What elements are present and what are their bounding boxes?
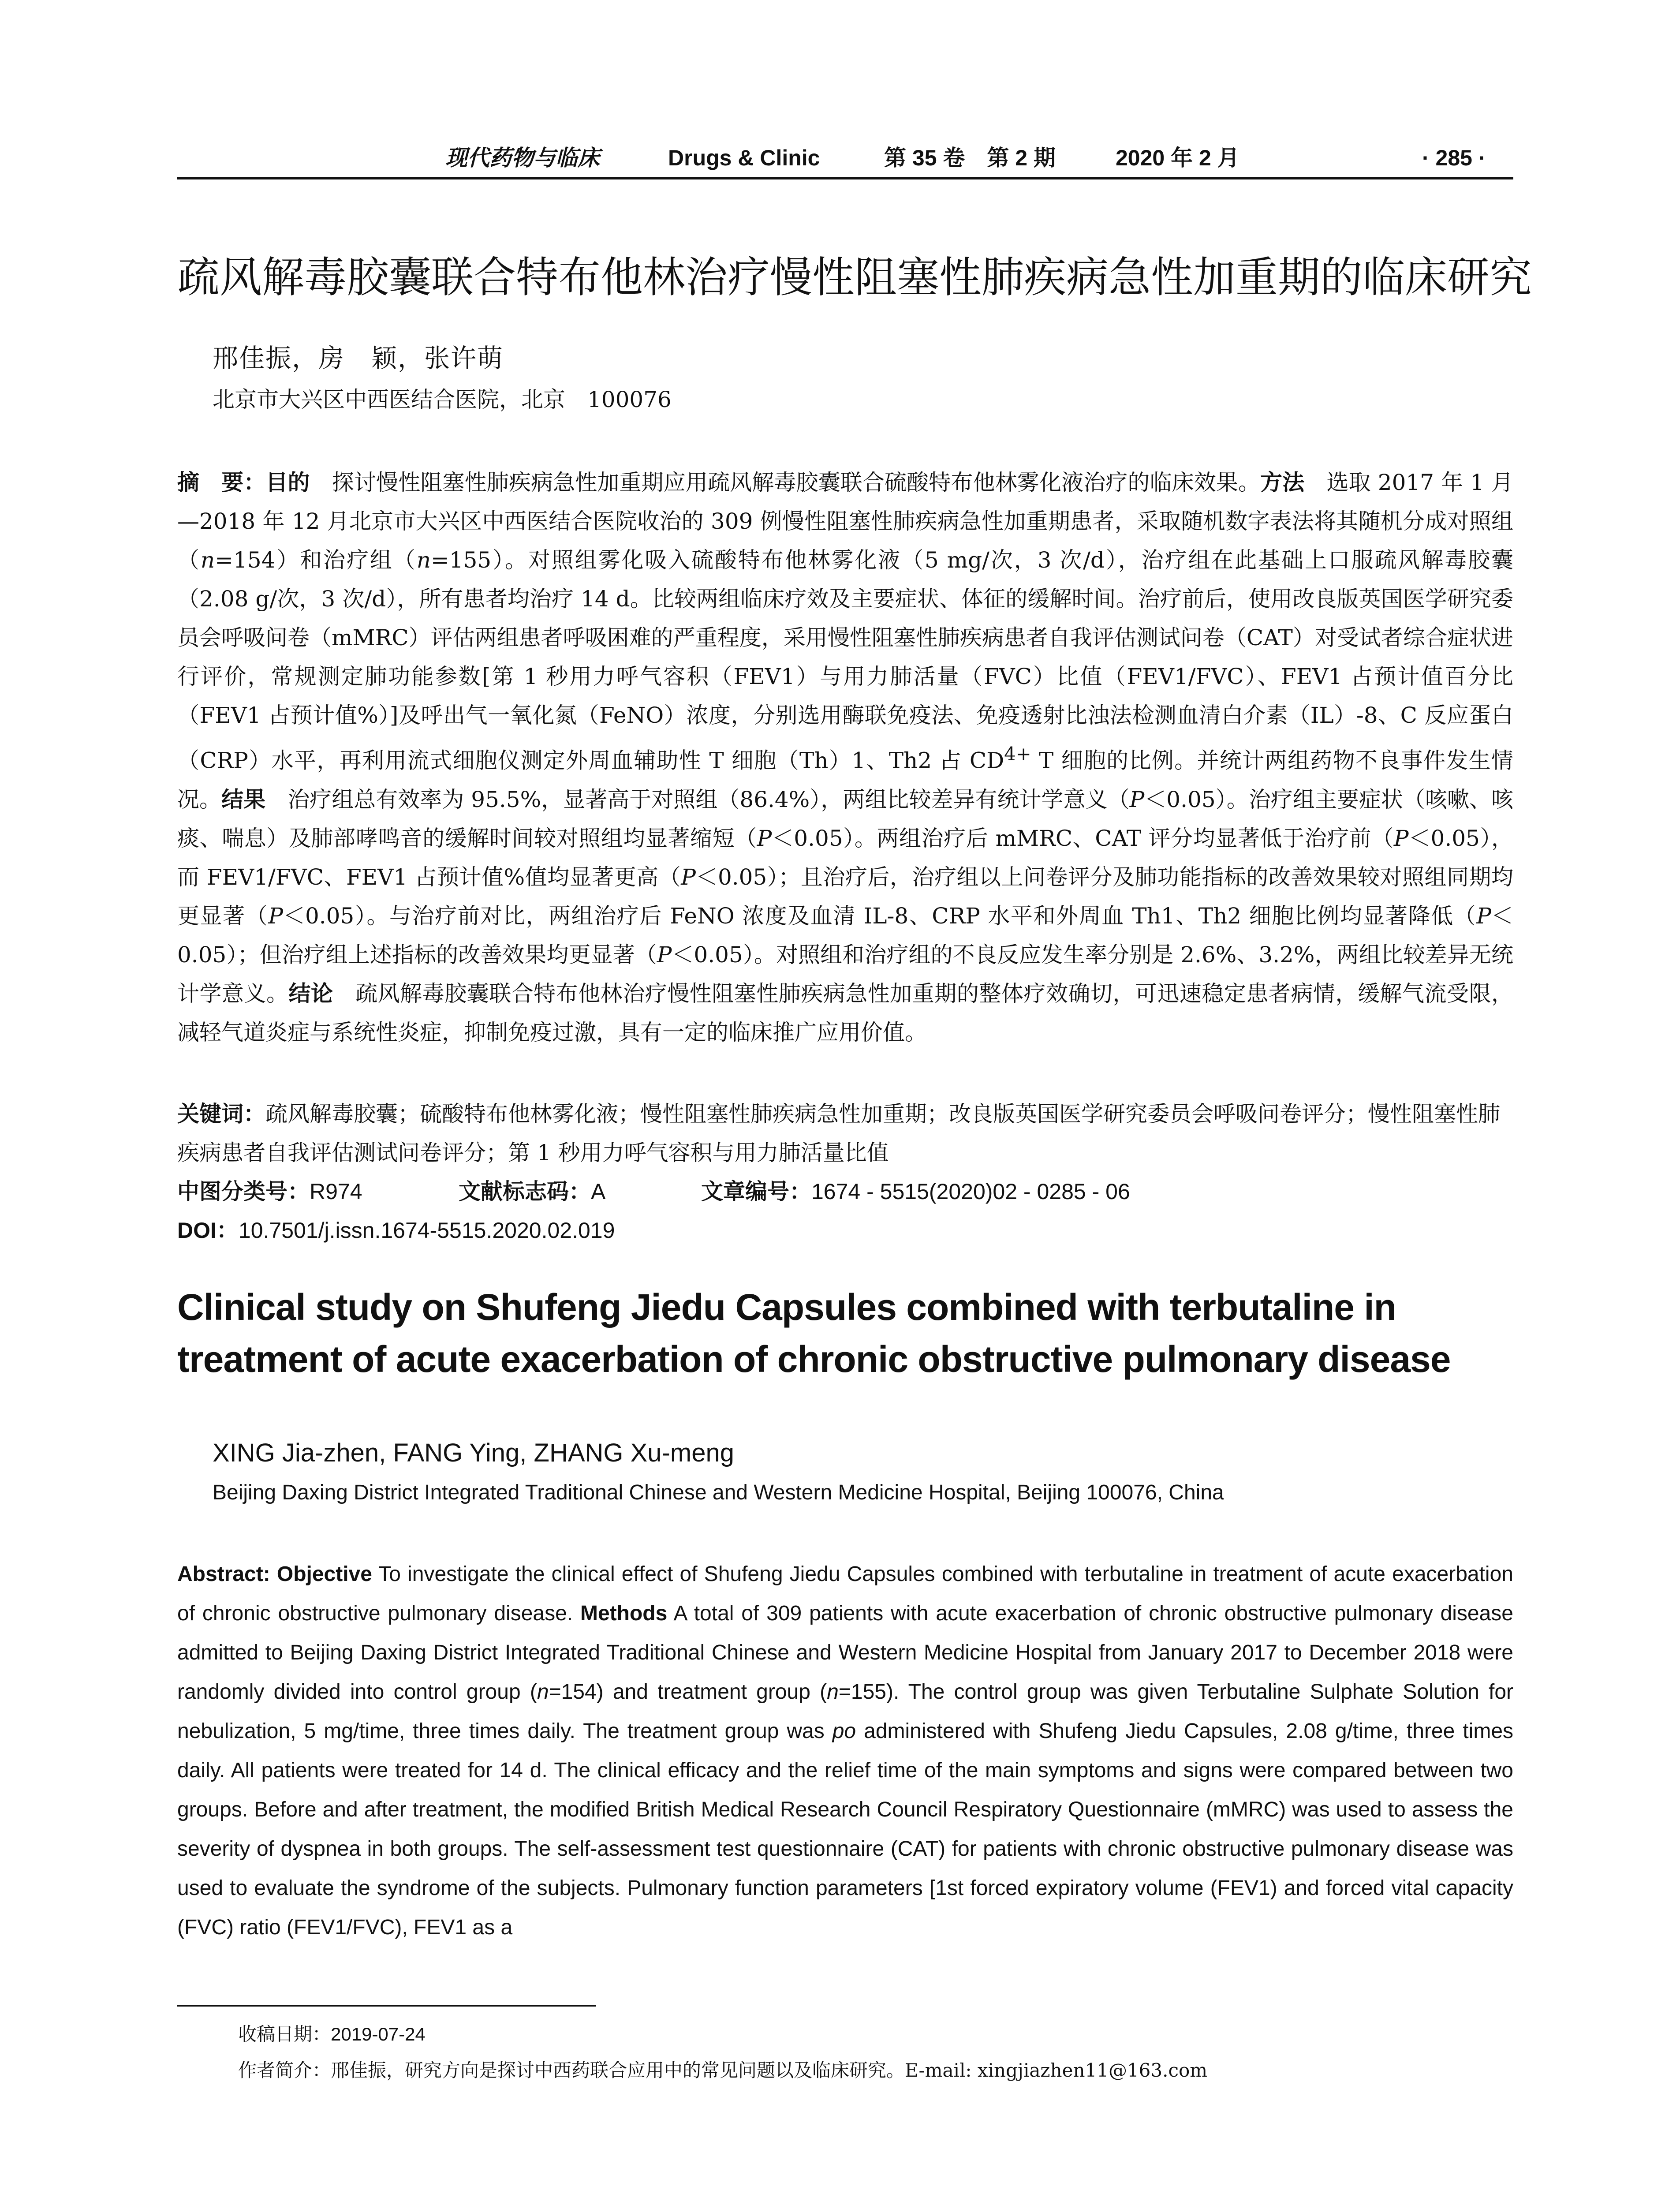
results-text: ＜0.05）；但治疗组上述指标的改善效果均更显著（ <box>177 903 1513 968</box>
chinese-keywords <box>177 1095 1513 1172</box>
clc-label: 中图分类号： <box>177 1179 310 1204</box>
chinese-authors: 邢佳振，房 颖，张许萌 <box>213 343 504 373</box>
english-affiliation: Beijing Daxing District Integrated Traditional Chinese and Western Medicine Hospital, Beijing 100076, China <box>213 1481 1224 1504</box>
header-page-number: · 285 · <box>1422 146 1486 170</box>
english-authors: XING Jia-zhen, FANG Ying, ZHANG Xu-meng <box>213 1439 734 1467</box>
doc-code-line <box>459 1172 605 1211</box>
english-methods-po: po <box>832 1719 856 1743</box>
methods-text: =154）和治疗组（ <box>215 547 417 573</box>
chinese-affiliation: 北京市大兴区中西医结合医院，北京 100076 <box>213 387 672 412</box>
results-label: 结果 <box>221 787 266 812</box>
results-text: ＜0.05），而 FEV1/FVC、FEV1 占预计值%值均显著更高（ <box>177 825 1514 890</box>
english-methods-text: administered with Shufeng Jiedu Capsules, 2.08 g/time, three times daily. All patients were treated for 14 d. The clinical efficacy and the relief time of the main symptoms and signs were compared between two groups. Before and after treatment, the modified British Medical Research Council Respiratory Questionnaire (mMRC) was used to assess the severity of dyspnea in both groups. The self-assessment test questionnaire (CAT) for patients with chronic obstructive pulmonary disease was used to evaluate the syndrome of the subjects. Pulmonary function parameters [1st forced expiratory volume (FEV1) and forced vital capacity (FVC) ratio (FEV1/FVC), FEV1 as a <box>177 1719 1514 1939</box>
p-symbol: P <box>268 903 283 929</box>
english-title: Clinical study on Shufeng Jiedu Capsules combined with terbutaline in treatment of acute exacerbation of chronic obstructive pulmonary disease <box>177 1286 1451 1380</box>
footnote-rule <box>177 2005 596 2007</box>
objective-label: 目的 <box>265 470 310 495</box>
p-symbol: P <box>1476 903 1491 929</box>
p-symbol: P <box>657 942 672 968</box>
english-methods-n: n <box>537 1680 549 1704</box>
header-journal-cn: 现代药物与临床 <box>445 145 600 171</box>
results-text: 治疗组总有效率为 95.5%，显著高于对照组（86.4%），两组比较差异有统计学意义（ <box>265 786 1130 812</box>
abstract-label: 摘 要： <box>177 470 266 495</box>
article-number-line <box>701 1172 1130 1211</box>
results-text: ＜0.05）；且治疗后，治疗组以上问卷评分及肺功能指标的改善效果较对照组同期均更显著（ <box>177 864 1513 929</box>
english-methods-text: =155). The control group was given Terbutaline Sulphate Solution for nebulization, 5 mg/time, three times daily. The treatment group was <box>177 1680 1514 1743</box>
doc-code-label: 文献标志码： <box>459 1179 591 1204</box>
received-label: 收稿日期： <box>238 2023 331 2045</box>
results-text: ＜0.05）。两组治疗后 mMRC、CAT 评分均显著低于治疗前（ <box>772 825 1394 851</box>
doc-code-value: A <box>591 1179 606 1204</box>
classification-line <box>177 1172 362 1211</box>
methods-text: T 细胞的比例。并统计两组药物不良事件发生情况。 <box>177 747 1513 812</box>
keywords-text: 疏风解毒胶囊；硫酸特布他林雾化液；慢性阻塞性肺疾病急性加重期；改良版英国医学研究委员会呼吸问卷评分；慢性阻塞性肺疾病患者自我评估测试问卷评分；第 1 秒用力呼气容积与用力肺活量比值 <box>177 1101 1500 1166</box>
methods-n: n <box>416 547 431 573</box>
conclusion-label: 结论 <box>288 981 333 1006</box>
english-methods-text: =154) and treatment group ( <box>549 1680 827 1704</box>
author-bio <box>238 2055 1207 2086</box>
results-text: ＜0.05）。对照组和治疗组的不良反应发生率分别是 2.6%、3.2%，两组比较差异无统计学意义。 <box>177 942 1513 1006</box>
methods-label: 方法 <box>1260 470 1305 495</box>
clc-value: R974 <box>310 1179 362 1204</box>
keywords-label: 关键词： <box>177 1102 265 1126</box>
methods-text: =155）。对照组雾化吸入硫酸特布他林雾化液（5 mg/次，3 次/d），治疗组在此基础上口服疏风解毒胶囊（2.08 g/次，3 次/d），所有患者均治疗 14 d。比较两组临床疗效及主要症状、体征的缓解时间。治疗前后，使用改良版英国医学研究委员会呼吸问卷（mMRC）评估两组患者呼吸困难的严重程度，采用慢性阻塞性肺疾病患者自我评估测试问卷（CAT）对受试者综合症状进行评价，常规测定肺功能参数[第 1 秒用力呼气容积（FEV1）与用力肺活量（FVC）比值（FEV1/FVC）、FEV1 占预计值百分比（FEV1 占预计值%）]及呼出气一氧化氮（FeNO）浓度，分别选用酶联免疫法、免疫透射比浊法检测血清白介素（IL）-8、C 反应蛋白（CRP）水平，再利用流式细胞仪测定外周血辅助性 T 细胞（Th）1、Th2 占 CD <box>177 547 1513 774</box>
header-volume-issue: 第 35 卷 第 2 期 <box>884 146 1056 170</box>
methods-n: n <box>200 547 215 573</box>
methods-text: 选取 2017 年 1 月—2018 年 12 月北京市大兴区中西医结合医院收治的 309 例慢性阻塞性肺疾病急性加重期患者，采取随机数字表法将其随机分成对照组（ <box>177 470 1514 573</box>
conclusion-text: 疏风解毒胶囊联合特布他林治疗慢性阻塞性肺疾病急性加重期的整体疗效确切，可迅速稳定患者病情，缓解气流受限，减轻气道炎症与系统性炎症，抑制免疫过激，具有一定的临床推广应用价值。 <box>177 980 1514 1045</box>
p-symbol: P <box>681 864 696 890</box>
methods-superscript: 4+ <box>1004 743 1031 765</box>
english-objective-text: To investigate the clinical effect of Shufeng Jiedu Capsules combined with terbutaline in treatment of acute exacerbation of chronic obstructive pulmonary disease. <box>177 1562 1513 1625</box>
article-number-value: 1674 - 5515(2020)02 - 0285 - 06 <box>811 1179 1130 1204</box>
english-methods-label: Methods <box>580 1602 668 1625</box>
article-number-label: 文章编号： <box>701 1179 811 1204</box>
doi-label: DOI： <box>177 1218 239 1243</box>
english-abstract <box>177 1555 1513 1947</box>
received-date <box>238 2019 426 2050</box>
results-text: ＜0.05）。与治疗前对比，两组治疗后 FeNO 浓度及血清 IL-8、CRP 水平和外周血 Th1、Th2 细胞比例均显著降低（ <box>283 903 1477 929</box>
p-symbol: P <box>757 825 772 851</box>
header-rule <box>177 177 1513 179</box>
doi-value: 10.7501/j.issn.1674-5515.2020.02.019 <box>238 1218 615 1243</box>
english-methods-text: A total of 309 patients with acute exacerbation of chronic obstructive pulmonary disease admitted to Beijing Daxing District Integrated Traditional Chinese and Western Medicine Hospital from January 2017 to December 2018 were randomly divided into control group ( <box>177 1602 1514 1704</box>
header-journal-en: Drugs & Clinic <box>668 146 820 170</box>
p-symbol: P <box>1129 786 1145 812</box>
header-date: 2020 年 2 月 <box>1116 146 1239 170</box>
english-abstract-label: Abstract: Objective <box>177 1562 372 1586</box>
objective-text: 探讨慢性阻塞性肺疾病急性加重期应用疏风解毒胶囊联合硫酸特布他林雾化液治疗的临床效果。 <box>310 470 1261 495</box>
received-value: 2019-07-24 <box>331 2024 426 2044</box>
author-bio-text: 邢佳振，研究方向是探讨中西药联合应用中的常见问题以及临床研究。E-mail: xingjiazhen11@163.com <box>331 2059 1208 2081</box>
chinese-title: 疏风解毒胶囊联合特布他林治疗慢性阻塞性肺疾病急性加重期的临床研究 <box>177 254 1532 301</box>
author-bio-label: 作者简介： <box>238 2059 331 2081</box>
doi-line <box>177 1211 615 1250</box>
p-symbol: P <box>1393 825 1409 851</box>
english-methods-n: n <box>827 1680 839 1704</box>
results-text: ＜0.05）。治疗组主要症状（咳嗽、咳痰、喘息）及肺部哮鸣音的缓解时间较对照组均显著缩短（ <box>177 786 1514 851</box>
chinese-abstract <box>177 463 1513 1052</box>
